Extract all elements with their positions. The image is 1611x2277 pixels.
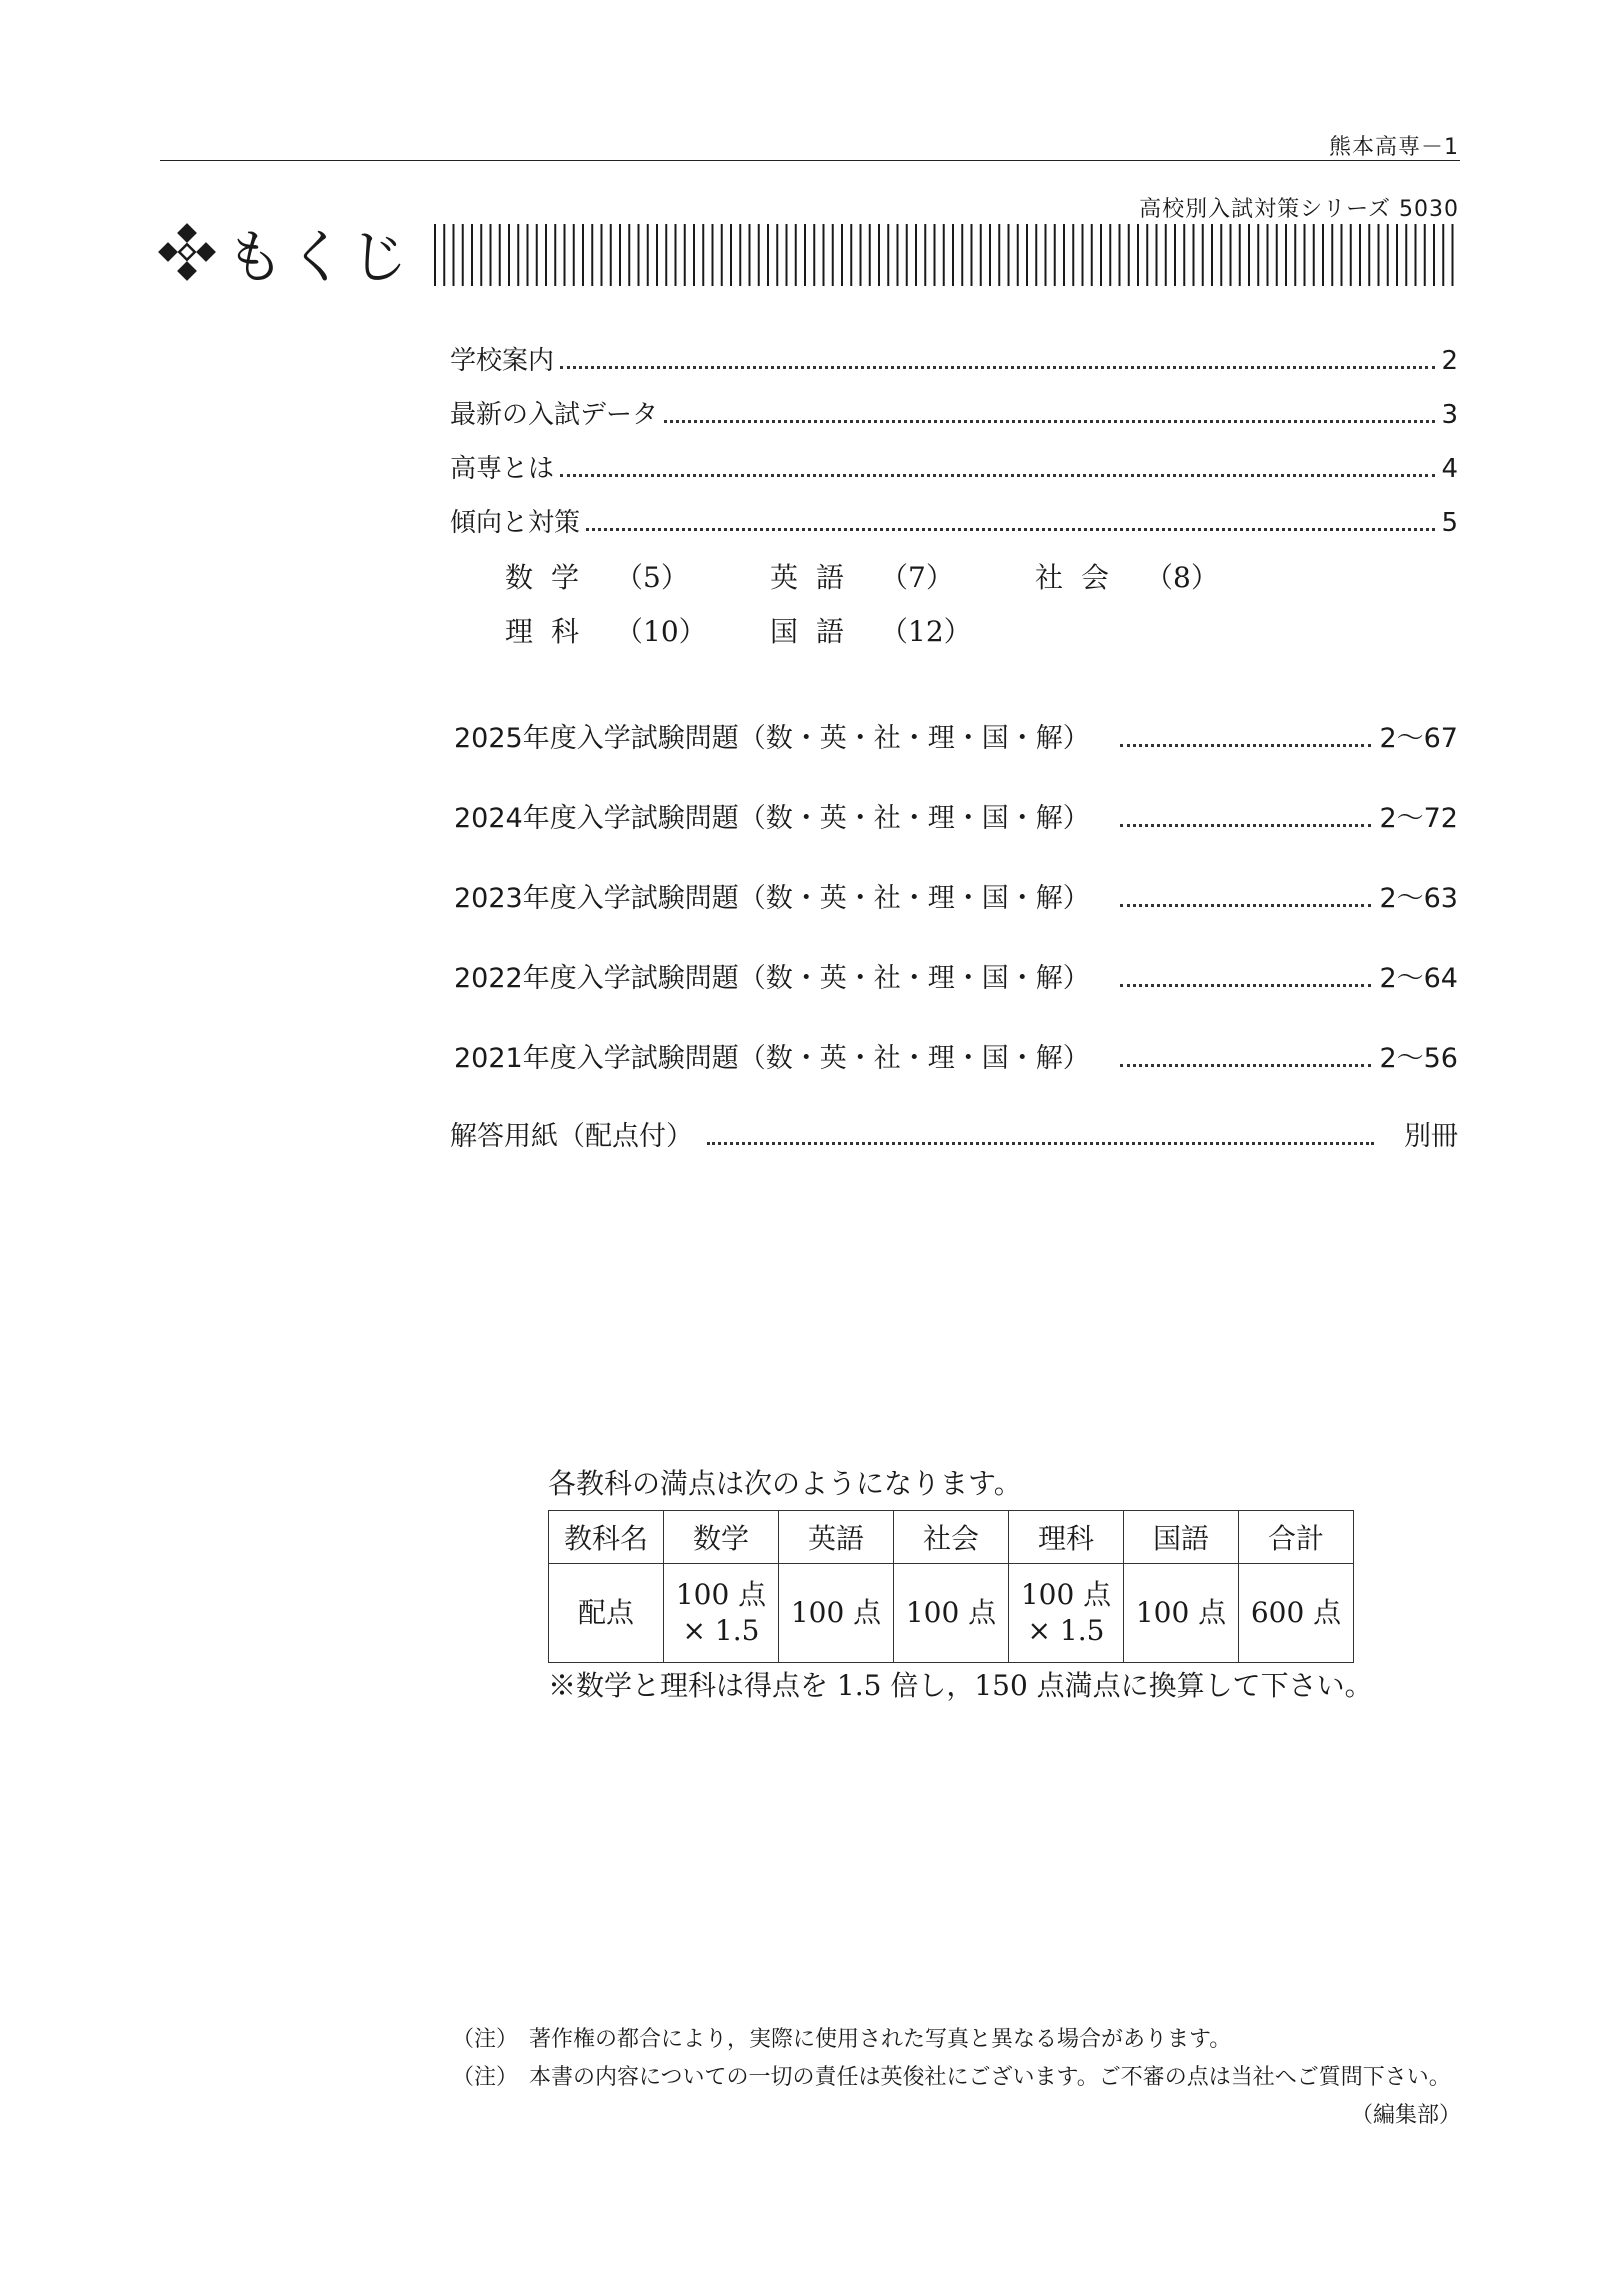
score-value: 100 点: [1020, 1578, 1112, 1611]
score-value: 100 点: [905, 1596, 997, 1629]
score-table: [548, 1510, 1354, 1663]
series-label: 高校別入試対策シリーズ 5030: [1139, 197, 1459, 222]
exam-entry-pages: 2～63: [1379, 883, 1458, 914]
toc-entry-page: 2: [1441, 346, 1458, 376]
subject-name: 英語: [770, 561, 863, 594]
subject-name: 国語: [770, 615, 863, 648]
score-intro: 各教科の満点は次のようになります。: [548, 1467, 1022, 1500]
leader-dots: [707, 1142, 1374, 1145]
subject-entry[interactable]: [505, 556, 770, 596]
leader-dots: [1120, 824, 1372, 827]
table-header-cell: 英語: [779, 1511, 894, 1564]
diamond-ornament-icon: [158, 223, 216, 281]
leader-dots: [1120, 744, 1372, 747]
table-cell: [779, 1564, 894, 1663]
answer-sheet-page: 別冊: [1404, 1121, 1458, 1152]
subject-page: （8）: [1145, 561, 1219, 594]
table-header-row: [549, 1511, 1354, 1564]
exam-entry-label: 2021年度入学試験問題（数・英・社・理・国・解）: [454, 1043, 1090, 1074]
subject-page: （5）: [615, 561, 689, 594]
table-row: [549, 1564, 1354, 1663]
leader-dots: [586, 528, 1435, 531]
leader-dots: [1120, 1064, 1372, 1067]
responsibility-note: （注） 本書の内容についての一切の責任は英俊社にございます。ご不審の点は当社へご質問下さい。: [452, 2065, 1451, 2090]
table-header-cell: 合計: [1239, 1511, 1354, 1564]
subject-page: （7）: [880, 561, 954, 594]
answer-sheet-entry[interactable]: [450, 1114, 1458, 1156]
exam-entry-label: 2022年度入学試験問題（数・英・社・理・国・解）: [454, 963, 1090, 994]
toc-entry[interactable]: [450, 394, 1458, 434]
exam-entry-pages: 2～64: [1379, 963, 1458, 994]
table-header-cell: 国語: [1124, 1511, 1239, 1564]
subject-entry[interactable]: [505, 610, 770, 650]
subject-entry[interactable]: [770, 610, 1035, 650]
leader-dots: [1120, 904, 1372, 907]
exam-entry-pages: 2～67: [1379, 723, 1458, 754]
toc-title: [158, 212, 412, 292]
score-value: 100 点: [790, 1596, 882, 1629]
table-row-label: 配点: [549, 1564, 664, 1663]
table-header-cell: 教科名: [549, 1511, 664, 1564]
exam-entry[interactable]: [454, 876, 1458, 918]
score-multiplier: × 1.5: [682, 1614, 760, 1647]
subject-entry[interactable]: [1035, 556, 1300, 596]
title-text: もくじ: [226, 223, 413, 291]
subject-row: [505, 610, 1035, 650]
exam-entry[interactable]: [454, 1036, 1458, 1078]
subject-page: （10）: [615, 615, 707, 648]
table-header-cell: 社会: [894, 1511, 1009, 1564]
table-cell: [1239, 1564, 1354, 1663]
toc-entry-page: 4: [1441, 454, 1458, 484]
leader-dots: [1120, 984, 1372, 987]
leader-dots: [664, 420, 1435, 423]
header-rule: [160, 160, 1460, 161]
page-header-label: 熊本高専－1: [1329, 135, 1459, 160]
toc-entry[interactable]: [450, 502, 1458, 542]
exam-entry[interactable]: [454, 956, 1458, 998]
table-cell: [1124, 1564, 1239, 1663]
subject-name: 社会: [1035, 561, 1128, 594]
subject-row: [505, 556, 1300, 596]
editor-credit: （編集部）: [1350, 2103, 1461, 2128]
exam-entry[interactable]: [454, 796, 1458, 838]
leader-dots: [560, 366, 1435, 369]
exam-entry-label: 2024年度入学試験問題（数・英・社・理・国・解）: [454, 803, 1090, 834]
toc-entry[interactable]: [450, 448, 1458, 488]
subject-name: 理科: [505, 615, 598, 648]
toc-entry-page: 5: [1441, 508, 1458, 538]
toc-entry-label: 傾向と対策: [450, 508, 581, 538]
subject-entry[interactable]: [770, 556, 1035, 596]
table-header-cell: 数学: [664, 1511, 779, 1564]
exam-entry[interactable]: [454, 716, 1458, 758]
table-cell: [664, 1564, 779, 1663]
table-cell: [894, 1564, 1009, 1663]
score-value: 100 点: [675, 1578, 767, 1611]
score-value: 100 点: [1135, 1596, 1227, 1629]
subject-name: 数学: [505, 561, 598, 594]
exam-entry-label: 2025年度入学試験問題（数・英・社・理・国・解）: [454, 723, 1090, 754]
score-multiplier: × 1.5: [1027, 1614, 1105, 1647]
toc-entry-page: 3: [1441, 400, 1458, 430]
toc-entry-label: 学校案内: [450, 346, 555, 376]
toc-entry[interactable]: [450, 340, 1458, 380]
toc-entry-label: 最新の入試データ: [450, 400, 659, 430]
toc-entry-label: 高専とは: [450, 454, 555, 484]
exam-entry-pages: 2～72: [1379, 803, 1458, 834]
copyright-note: （注） 著作権の都合により，実際に使用された写真と異なる場合があります。: [452, 2027, 1232, 2052]
table-header-cell: 理科: [1009, 1511, 1124, 1564]
answer-sheet-label: 解答用紙（配点付）: [450, 1121, 693, 1152]
subject-page: （12）: [880, 615, 972, 648]
score-conversion-note: ※数学と理科は得点を 1.5 倍し，150 点満点に換算して下さい。: [548, 1669, 1373, 1702]
title-bar-pattern: [434, 224, 1460, 286]
exam-entry-pages: 2～56: [1379, 1043, 1458, 1074]
exam-entry-label: 2023年度入学試験問題（数・英・社・理・国・解）: [454, 883, 1090, 914]
table-cell: [1009, 1564, 1124, 1663]
leader-dots: [560, 474, 1435, 477]
score-value: 600 点: [1250, 1596, 1342, 1629]
